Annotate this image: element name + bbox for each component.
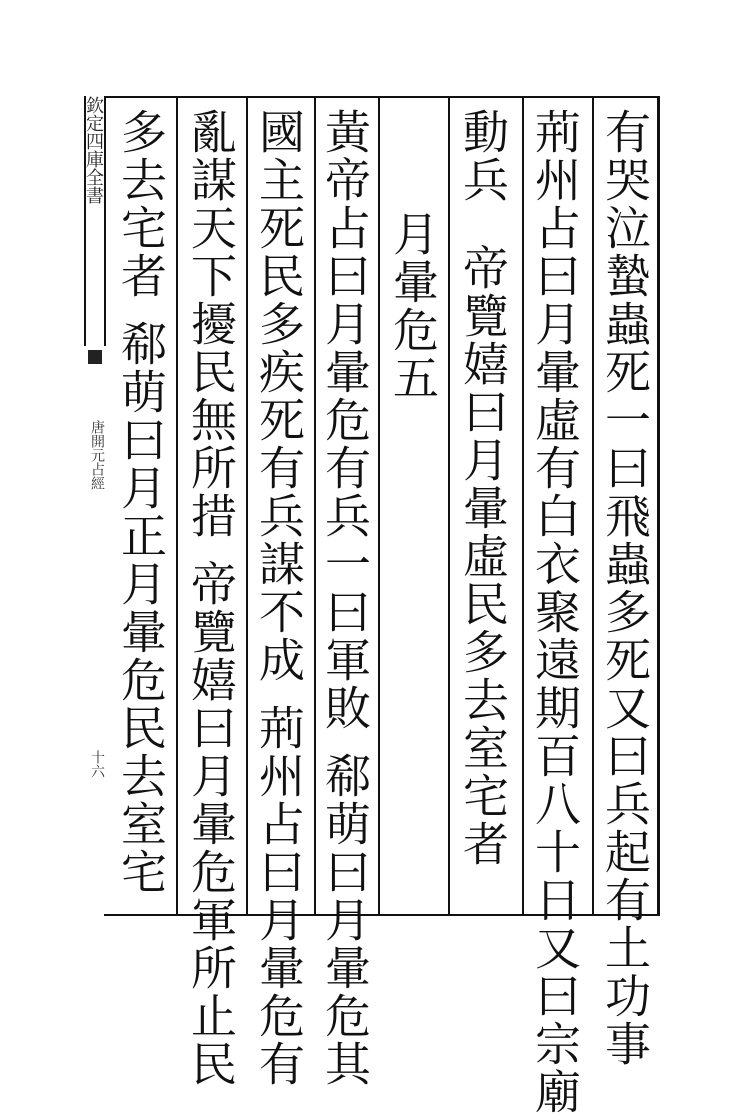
column-text: 帝覽嬉曰月暈危軍所止民: [184, 560, 238, 1088]
column-text: 郗萌曰月暈危其: [318, 752, 372, 1088]
column-text: 荊州占曰月暈危有: [252, 704, 306, 1088]
heading-text: 月暈危五: [386, 210, 440, 402]
column-text: 有哭泣蟄蟲死一曰飛蟲多死又曰兵起有土功事: [598, 108, 652, 1068]
text-column-5: [318, 108, 372, 1088]
column-rule: [522, 96, 524, 916]
column-rule: [314, 96, 316, 916]
column-rule: [246, 96, 248, 916]
column-text: 黃帝占曰月暈危有兵一曰軍敗: [318, 108, 372, 732]
column-rule: [448, 96, 450, 916]
column-text: 多去宅者: [114, 108, 168, 300]
column-text: 郗萌曰月正月暈危民去室宅: [114, 320, 168, 896]
column-rule: [176, 96, 178, 916]
column-text: 荊州占曰月暈虛有白衣聚遠期百八十日又曰宗廟: [528, 108, 582, 1116]
section-heading: [388, 210, 438, 1010]
text-column-8: [116, 108, 166, 908]
text-column-2: [528, 108, 582, 1116]
text-column-7: [184, 108, 238, 1088]
text-column-1: [598, 108, 652, 1068]
text-column-3: [458, 108, 508, 908]
book-title-margin: 欽定四庫全書: [84, 96, 106, 346]
section-title: 唐開元占經: [89, 420, 105, 490]
text-column-6: [252, 108, 306, 1088]
column-text: 動兵: [456, 108, 510, 204]
column-rule: [378, 96, 380, 916]
fishtail-mark: [88, 350, 102, 364]
column-text: 亂謀天下擾民無所措: [184, 108, 238, 540]
column-text: 國主死民多疾死有兵謀不成: [252, 108, 306, 684]
column-rule: [592, 96, 594, 916]
page-number: 十六: [89, 750, 105, 778]
column-text: 帝覽嬉曰月暈虛民多去室宅者: [456, 244, 510, 868]
